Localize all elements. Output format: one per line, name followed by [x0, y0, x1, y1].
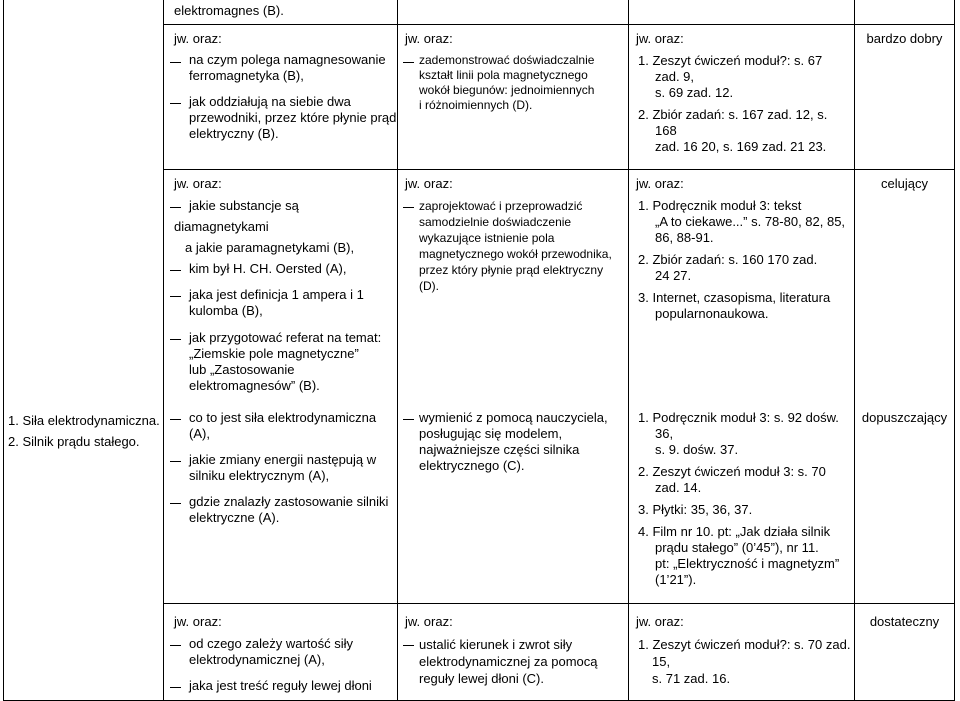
- list-dash: [170, 103, 181, 104]
- list-dash: [170, 503, 181, 504]
- list-dash: [170, 339, 181, 340]
- table-border-right: [954, 0, 955, 701]
- list-item: zaprojektować i przeprowadzić samodzielnie doświadczenie wykazujące istnienie pola magnetycznego wokół przewodnika, przez który płynie prąd elektryczny (D).: [419, 199, 612, 293]
- list-dash: [170, 645, 181, 646]
- grade-label: celujący: [881, 176, 928, 191]
- table-border-left: [3, 0, 4, 701]
- list-dash: [170, 461, 181, 462]
- row-header: jw. oraz:: [174, 176, 222, 191]
- resources-list: 1. Zeszyt ćwiczeń moduł?: s. 70 zad. 15, s. 71 zad. 16.: [638, 637, 851, 686]
- list-dash: [170, 62, 181, 63]
- row-header: jw. oraz:: [636, 176, 684, 191]
- list-item: od czego zależy wartość siły elektrodynamicznej (A),: [189, 636, 354, 667]
- grade-label: bardzo dobry: [866, 31, 943, 46]
- table-row-divider: [163, 603, 955, 604]
- grade-label: dostateczny: [869, 614, 940, 629]
- table-row-divider: [163, 169, 955, 170]
- list-item: co to jest siła elektrodynamiczna (A),: [189, 410, 377, 441]
- row-header: jw. oraz:: [405, 614, 453, 629]
- row-header: jw. oraz:: [174, 614, 222, 629]
- table-column-divider: [854, 0, 855, 701]
- resources-list: 1. Podręcznik moduł 3: s. 92 dośw. 36, s. 9. dośw. 37. 2. Zeszyt ćwiczeń moduł 3: s. 70 zad. 14. 3. Płytki: 35, 36, 37. 4. Film nr 10. pt: „Jak działa silnik prądu stałego” (0’45”), nr 11. pt: „Elektryczność i magnetyzm” (1’21”).: [638, 410, 840, 587]
- table-column-divider: [397, 0, 398, 701]
- list-dash: [403, 62, 414, 63]
- row-header: jw. oraz:: [636, 614, 684, 629]
- list-item: jakie zmiany energii następują w silniku elektrycznym (A),: [189, 452, 377, 483]
- row-header: jw. oraz:: [174, 31, 222, 46]
- table-row-divider: [163, 24, 955, 25]
- row-header: jw. oraz:: [405, 176, 453, 191]
- resources-list: 1. Podręcznik moduł 3: tekst „A to ciekawe...” s. 78-80, 82, 85, 86, 88-91. 2. Zbiór zadań: s. 160 170 zad. 24 27. 3. Internet, czasopisma, literatura popularnonaukowa.: [638, 198, 846, 321]
- list-dash: [170, 296, 181, 297]
- list-item: a jakie paramagnetykami (B),: [185, 240, 355, 255]
- list-dash: [170, 270, 181, 271]
- list-item: zademonstrować doświadczalnie kształt linii pola magnetycznego wokół biegunów: jednoimiennych i różnoimiennych (D).: [419, 53, 595, 112]
- row-header: jw. oraz:: [405, 31, 453, 46]
- list-item: jak przygotować referat na temat: „Ziemskie pole magnetyczne” lub „Zastosowanie elektromagnesów” (B).: [189, 330, 382, 393]
- grade-label: dopuszczający: [861, 410, 948, 425]
- topics-list: 1. Siła elektrodynamiczna. 2. Silnik prądu stałego.: [8, 413, 160, 449]
- cell-text: elektromagnes (B).: [174, 3, 284, 18]
- list-item: jak oddziałują na siebie dwa przewodniki, przez które płynie prąd elektryczny (B).: [189, 94, 397, 141]
- resources-list: 1. Zeszyt ćwiczeń moduł?: s. 67 zad. 9, s. 69 zad. 12. 2. Zbiór zadań: s. 167 zad. 12, s. 168 zad. 16 20, s. 169 zad. 21 23.: [638, 53, 828, 154]
- table-column-divider: [163, 0, 164, 701]
- list-dash: [170, 207, 181, 208]
- list-item: jakie substancje są: [189, 198, 299, 213]
- list-dash: [170, 419, 181, 420]
- list-item: diamagnetykami: [174, 219, 269, 234]
- list-item: jaka jest definicja 1 ampera i 1 kulomba (B),: [189, 287, 364, 318]
- list-item: ustalić kierunek i zwrot siły elektrodynamicznej za pomocą reguły lewej dłoni (C).: [419, 637, 598, 686]
- list-dash: [403, 645, 414, 646]
- list-item: gdzie znalazły zastosowanie silniki elektryczne (A).: [189, 494, 389, 525]
- list-dash: [403, 207, 414, 208]
- list-dash: [170, 687, 181, 688]
- table-column-divider: [628, 0, 629, 701]
- list-item: wymienić z pomocą nauczyciela, posługując się modelem, najważniejsze części silnika elektrycznego (C).: [419, 410, 608, 473]
- list-item: kim był H. CH. Oersted (A),: [189, 261, 347, 276]
- list-item: na czym polega namagnesowanie ferromagnetyka (B),: [189, 52, 386, 83]
- list-item: jaka jest treść reguły lewej dłoni: [189, 678, 372, 693]
- row-header: jw. oraz:: [636, 31, 684, 46]
- list-dash: [403, 419, 414, 420]
